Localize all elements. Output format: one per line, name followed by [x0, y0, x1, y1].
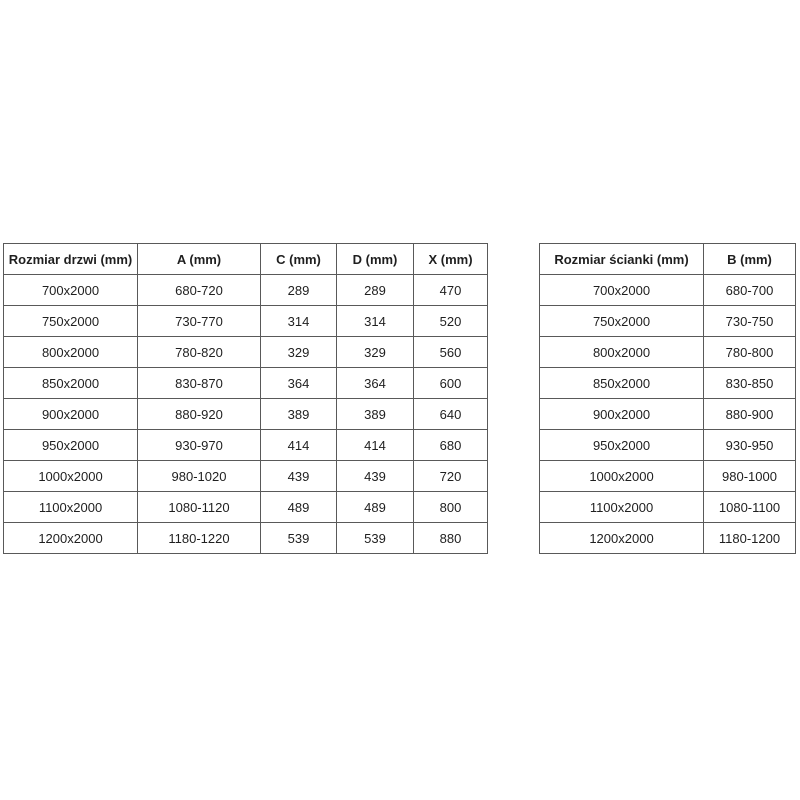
- table-cell: 289: [261, 275, 337, 306]
- table-cell: 314: [261, 306, 337, 337]
- table-cell: 314: [337, 306, 414, 337]
- table-cell: 680-700: [704, 275, 796, 306]
- table-cell: 900x2000: [4, 399, 138, 430]
- table-cell: 414: [261, 430, 337, 461]
- table-cell: 389: [261, 399, 337, 430]
- table-cell: 880-920: [138, 399, 261, 430]
- table-row: [4, 523, 488, 554]
- table-row: [540, 430, 796, 461]
- table-cell: 289: [337, 275, 414, 306]
- table-row: [540, 275, 796, 306]
- column-header: Rozmiar ścianki (mm): [540, 244, 704, 275]
- table-row: [4, 275, 488, 306]
- wall-size-table-body: [540, 275, 796, 554]
- table-cell: 640: [414, 399, 488, 430]
- table-cell: 730-770: [138, 306, 261, 337]
- door-size-table-header: [4, 244, 488, 275]
- table-row: [540, 399, 796, 430]
- column-header: X (mm): [414, 244, 488, 275]
- table-cell: 1100x2000: [540, 492, 704, 523]
- table-cell: 1080-1100: [704, 492, 796, 523]
- table-cell: 470: [414, 275, 488, 306]
- table-cell: 950x2000: [4, 430, 138, 461]
- column-header: Rozmiar drzwi (mm): [4, 244, 138, 275]
- column-header: B (mm): [704, 244, 796, 275]
- table-cell: 389: [337, 399, 414, 430]
- table-cell: 850x2000: [540, 368, 704, 399]
- wall-size-table-header: [540, 244, 796, 275]
- table-cell: 900x2000: [540, 399, 704, 430]
- table-cell: 830-870: [138, 368, 261, 399]
- table-cell: 750x2000: [4, 306, 138, 337]
- table-cell: 800: [414, 492, 488, 523]
- table-row: [4, 337, 488, 368]
- table-cell: 800x2000: [4, 337, 138, 368]
- table-row: [4, 306, 488, 337]
- table-row: [540, 461, 796, 492]
- table-cell: 1180-1220: [138, 523, 261, 554]
- table-cell: 364: [261, 368, 337, 399]
- table-cell: 539: [261, 523, 337, 554]
- table-cell: 930-950: [704, 430, 796, 461]
- table-cell: 329: [261, 337, 337, 368]
- table-cell: 1100x2000: [4, 492, 138, 523]
- table-row: [4, 368, 488, 399]
- table-cell: 489: [337, 492, 414, 523]
- table-cell: 439: [337, 461, 414, 492]
- table-cell: 880: [414, 523, 488, 554]
- table-row: [4, 492, 488, 523]
- table-cell: 600: [414, 368, 488, 399]
- table-cell: 1080-1120: [138, 492, 261, 523]
- column-header: C (mm): [261, 244, 337, 275]
- table-cell: 980-1000: [704, 461, 796, 492]
- door-size-table-body: [4, 275, 488, 554]
- table-row: [540, 337, 796, 368]
- table-cell: 800x2000: [540, 337, 704, 368]
- table-cell: 560: [414, 337, 488, 368]
- table-cell: 520: [414, 306, 488, 337]
- table-cell: 830-850: [704, 368, 796, 399]
- table-cell: 750x2000: [540, 306, 704, 337]
- table-cell: 780-800: [704, 337, 796, 368]
- table-cell: 414: [337, 430, 414, 461]
- wall-size-table: [539, 243, 796, 554]
- table-cell: 489: [261, 492, 337, 523]
- table-row: [540, 306, 796, 337]
- header-row: [540, 244, 796, 275]
- table-cell: 439: [261, 461, 337, 492]
- table-cell: 680-720: [138, 275, 261, 306]
- table-cell: 850x2000: [4, 368, 138, 399]
- table-cell: 329: [337, 337, 414, 368]
- table-cell: 1000x2000: [540, 461, 704, 492]
- table-cell: 720: [414, 461, 488, 492]
- door-size-table: [3, 243, 488, 554]
- table-cell: 364: [337, 368, 414, 399]
- table-cell: 880-900: [704, 399, 796, 430]
- table-row: [4, 430, 488, 461]
- table-cell: 1000x2000: [4, 461, 138, 492]
- table-cell: 730-750: [704, 306, 796, 337]
- table-cell: 539: [337, 523, 414, 554]
- table-cell: 780-820: [138, 337, 261, 368]
- table-cell: 700x2000: [540, 275, 704, 306]
- table-row: [540, 492, 796, 523]
- table-row: [540, 368, 796, 399]
- table-cell: 1200x2000: [540, 523, 704, 554]
- table-cell: 950x2000: [540, 430, 704, 461]
- table-cell: 680: [414, 430, 488, 461]
- table-row: [540, 523, 796, 554]
- table-cell: 930-970: [138, 430, 261, 461]
- header-row: [4, 244, 488, 275]
- table-row: [4, 399, 488, 430]
- table-row: [4, 461, 488, 492]
- table-cell: 1180-1200: [704, 523, 796, 554]
- column-header: D (mm): [337, 244, 414, 275]
- column-header: A (mm): [138, 244, 261, 275]
- table-cell: 1200x2000: [4, 523, 138, 554]
- table-cell: 980-1020: [138, 461, 261, 492]
- table-cell: 700x2000: [4, 275, 138, 306]
